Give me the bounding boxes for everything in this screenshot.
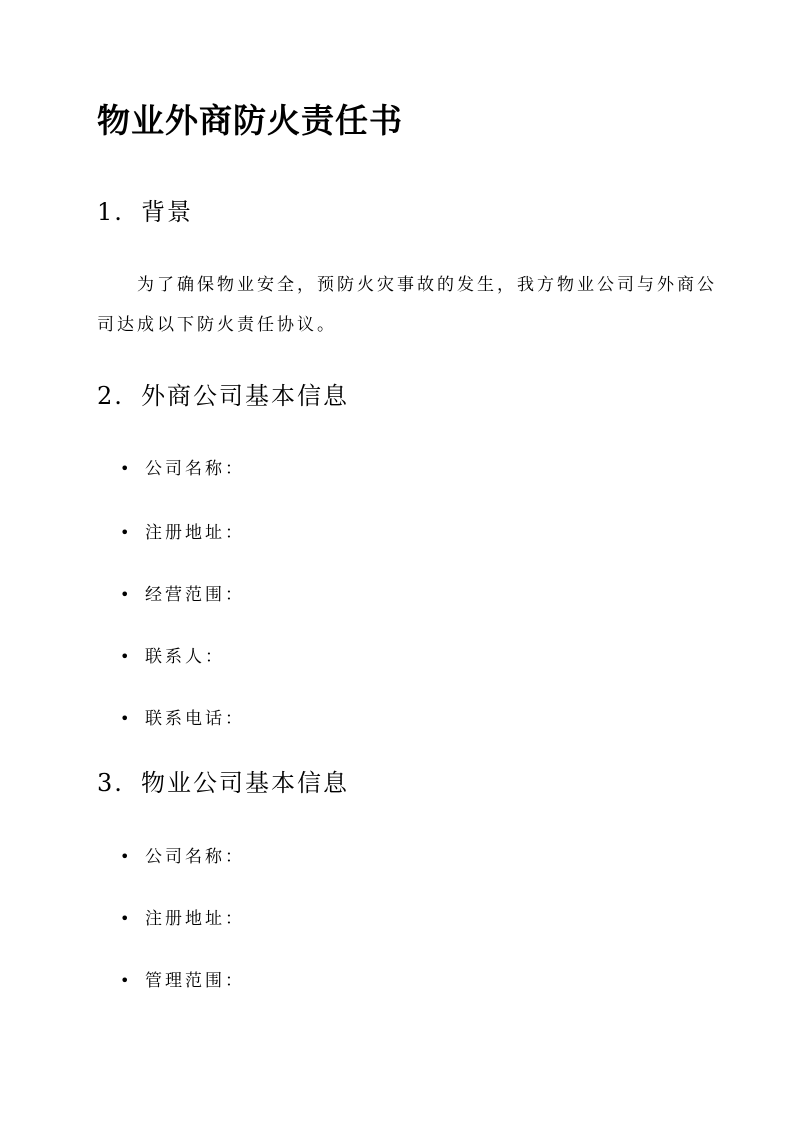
field-label: 联系人： (145, 647, 225, 667)
bullet-icon: • (120, 523, 133, 542)
section-number: 2. (97, 382, 124, 410)
bullet-icon: • (120, 971, 133, 990)
bullet-icon: • (120, 909, 133, 928)
document-title: 物业外商防火责任书 (97, 101, 403, 140)
section-title: 物业公司基本信息 (141, 769, 349, 797)
bullet-icon: • (120, 709, 133, 728)
field-label: 经营范围： (145, 585, 245, 605)
field-label: 注册地址： (145, 909, 245, 929)
background-paragraph: 为了确保物业安全，预防火灾事故的发生，我方物业公司与外商公司达成以下防火责任协议。 (97, 275, 717, 335)
field-label: 公司名称： (145, 847, 245, 867)
bullet-icon: • (120, 847, 133, 866)
field-label: 联系电话： (145, 709, 245, 729)
field-label: 注册地址： (145, 523, 245, 543)
field-business-scope (120, 582, 245, 608)
section-title: 外商公司基本信息 (141, 382, 349, 410)
field-company-name (120, 844, 245, 870)
section-heading-property-company (97, 767, 349, 799)
field-company-name (120, 456, 245, 482)
bullet-icon: • (120, 459, 133, 478)
bullet-icon: • (120, 585, 133, 604)
field-contact-person (120, 644, 225, 670)
section-heading-foreign-company (97, 380, 349, 412)
section-heading-background (97, 196, 193, 228)
bullet-icon: • (120, 647, 133, 666)
field-registered-address (120, 906, 245, 932)
field-registered-address (120, 520, 245, 546)
field-label: 公司名称： (145, 459, 245, 479)
section-number: 3. (97, 769, 124, 797)
section-number: 1. (97, 198, 124, 226)
section-title: 背景 (141, 198, 193, 226)
field-label: 管理范围： (145, 971, 245, 991)
field-contact-phone (120, 706, 245, 732)
field-management-scope (120, 968, 245, 994)
